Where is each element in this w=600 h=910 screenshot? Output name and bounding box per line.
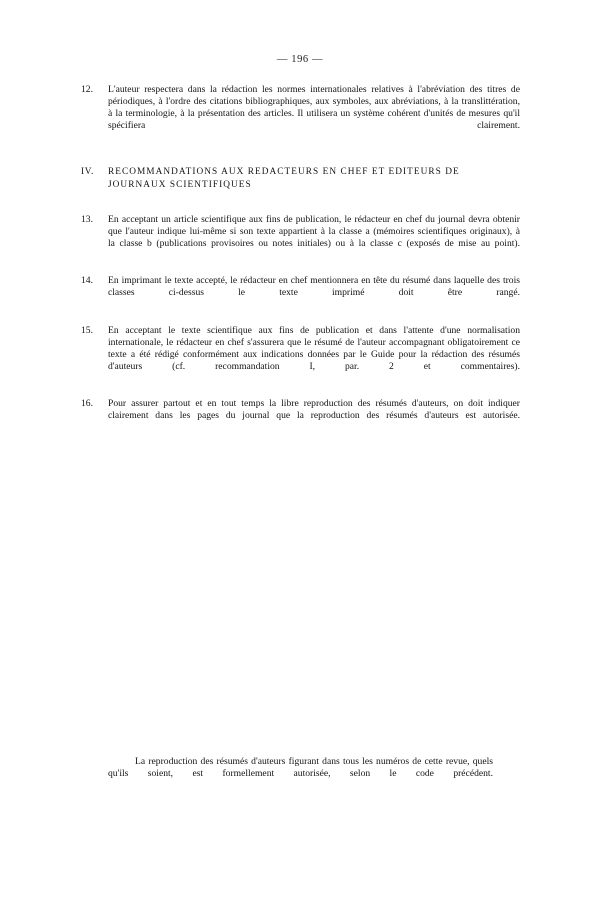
section-title: RECOMMANDATIONS AUX REDACTEURS EN CHEF ET EDITEURS DE JOURNAUX SCIENTIFIQUES bbox=[108, 167, 460, 191]
numbered-item bbox=[81, 325, 520, 385]
item-number: 13. bbox=[81, 214, 93, 226]
item-number: 12. bbox=[81, 84, 93, 95]
section-heading bbox=[81, 166, 520, 192]
item-text: En imprimant le texte accepté, le rédacteur en chef mentionnera en tête du résumé dans laquelle des trois classes ci-dessus le texte imprimé doit être rangé. bbox=[108, 275, 520, 299]
page-number: — 196 — bbox=[276, 54, 324, 65]
item-text: En acceptant un article scientifique aux fins de publication, le rédacteur en chef du journal devra obtenir que l'auteur indique lui-même si son texte appartient à la classe a (mémoires scientifiques originaux), à la classe b (publications provisoires ou notes initiales) ou à la classe c (exposés de mise au point). bbox=[108, 214, 520, 250]
item-number: 14. bbox=[81, 275, 93, 287]
item-number: 16. bbox=[81, 397, 93, 409]
item-text: En acceptant le texte scientifique aux fins de publication et dans l'attente d'une normalisation internationale, le rédacteur en chef s'assurera que le résumé de l'auteur accompagnant obligatoirement ce texte a été rédigé conformément aux indications données par le Guide pour la rédaction des résumés d'auteurs (cf. recommandation I, par. 2 et commentaires). bbox=[108, 324, 520, 372]
numbered-item bbox=[81, 275, 520, 311]
footer-note: La reproduction des résumés d'auteurs figurant dans tous les numéros de cette revue, quels qu'ils soient, est formellement autorisée, selon le code précédent. bbox=[108, 756, 493, 780]
text-column bbox=[81, 84, 520, 434]
section-number: IV. bbox=[81, 167, 95, 178]
item-text: L'auteur respectera dans la rédaction les normes internationales relatives à l'abréviation des titres de périodiques, à l'ordre des citations bibliographiques, aux symboles, aux abréviations, à la translittération, à la terminologie, à la présentation des articles. Il utilisera un système cohérent d'unités de mesures qu'il spécifiera clairement. bbox=[108, 84, 520, 132]
numbered-item bbox=[81, 214, 520, 262]
item-text: Pour assurer partout et en tout temps la libre reproduction des résumés d'auteurs, on doit indiquer clairement dans les pages du journal que la reproduction des résumés d'auteurs est autorisée. bbox=[108, 397, 520, 421]
numbered-item bbox=[81, 398, 520, 434]
numbered-item bbox=[81, 84, 520, 144]
item-number: 15. bbox=[81, 324, 93, 336]
